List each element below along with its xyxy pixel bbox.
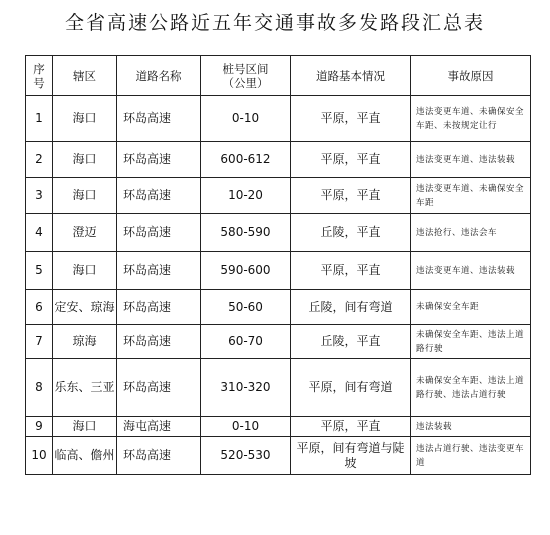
cell-cause: 未确保安全车距、违法上道路行驶 xyxy=(411,325,531,359)
cell-road-name: 环岛高速 xyxy=(117,142,201,178)
table-header-row xyxy=(26,56,531,96)
cell-stake-range: 0-10 xyxy=(201,96,291,142)
cell-road-name: 海屯高速 xyxy=(117,417,201,437)
cell-cause: 违法变更车道、违法装载 xyxy=(411,252,531,290)
cell-cause: 违法抢行、违法会车 xyxy=(411,214,531,252)
table-row xyxy=(26,437,531,475)
cell-seq: 1 xyxy=(26,96,53,142)
cell-road-condition: 丘陵，平直 xyxy=(291,214,411,252)
header-district: 辖区 xyxy=(53,56,117,96)
cell-stake-range: 580-590 xyxy=(201,214,291,252)
cell-road-condition: 平原，间有弯道与陡坡 xyxy=(291,437,411,475)
cell-cause: 未确保安全车距 xyxy=(411,290,531,325)
cell-cause: 违法变更车道、违法装载 xyxy=(411,142,531,178)
cell-road-name: 环岛高速 xyxy=(117,290,201,325)
header-road-condition: 道路基本情况 xyxy=(291,56,411,96)
cell-road-name: 环岛高速 xyxy=(117,178,201,214)
header-seq: 序号 xyxy=(26,56,53,96)
cell-cause: 违法占道行驶、违法变更车道 xyxy=(411,437,531,475)
cell-stake-range: 310-320 xyxy=(201,359,291,417)
cell-district: 海口 xyxy=(53,96,117,142)
header-stake-range: 桩号区间 （公里） xyxy=(201,56,291,96)
cell-district: 临高、儋州 xyxy=(53,437,117,475)
cell-road-condition: 平原，平直 xyxy=(291,142,411,178)
cell-cause: 违法装载 xyxy=(411,417,531,437)
page-title: 全省高速公路近五年交通事故多发路段汇总表 xyxy=(64,12,485,34)
cell-seq: 5 xyxy=(26,252,53,290)
cell-stake-range: 60-70 xyxy=(201,325,291,359)
cell-district: 海口 xyxy=(53,178,117,214)
cell-seq: 2 xyxy=(26,142,53,178)
cell-stake-range: 50-60 xyxy=(201,290,291,325)
table-row xyxy=(26,417,531,437)
cell-seq: 3 xyxy=(26,178,53,214)
table-row xyxy=(26,96,531,142)
cell-district: 乐东、三亚 xyxy=(53,359,117,417)
cell-cause: 违法变更车道、未确保安全车距、未按规定让行 xyxy=(411,96,531,142)
cell-cause: 未确保安全车距、违法上道路行驶、违法占道行驶 xyxy=(411,359,531,417)
cell-road-condition: 平原，间有弯道 xyxy=(291,359,411,417)
cell-road-condition: 丘陵，平直 xyxy=(291,325,411,359)
cell-road-condition: 平原，平直 xyxy=(291,96,411,142)
cell-road-condition: 平原，平直 xyxy=(291,417,411,437)
cell-road-name: 环岛高速 xyxy=(117,325,201,359)
cell-stake-range: 600-612 xyxy=(201,142,291,178)
cell-road-condition: 平原，平直 xyxy=(291,252,411,290)
cell-district: 海口 xyxy=(53,252,117,290)
table-row xyxy=(26,178,531,214)
table-row xyxy=(26,142,531,178)
table-row xyxy=(26,359,531,417)
cell-road-condition: 平原，平直 xyxy=(291,178,411,214)
cell-seq: 9 xyxy=(26,417,53,437)
table-row xyxy=(26,290,531,325)
cell-district: 澄迈 xyxy=(53,214,117,252)
cell-road-condition: 丘陵，间有弯道 xyxy=(291,290,411,325)
cell-seq: 7 xyxy=(26,325,53,359)
cell-district: 海口 xyxy=(53,142,117,178)
cell-road-name: 环岛高速 xyxy=(117,437,201,475)
header-cause: 事故原因 xyxy=(411,56,531,96)
cell-seq: 8 xyxy=(26,359,53,417)
table-row xyxy=(26,214,531,252)
cell-seq: 10 xyxy=(26,437,53,475)
cell-cause: 违法变更车道、未确保安全车距 xyxy=(411,178,531,214)
cell-district: 琼海 xyxy=(53,325,117,359)
cell-district: 定安、琼海 xyxy=(53,290,117,325)
cell-stake-range: 590-600 xyxy=(201,252,291,290)
table-row xyxy=(26,252,531,290)
header-road-name: 道路名称 xyxy=(117,56,201,96)
cell-seq: 4 xyxy=(26,214,53,252)
cell-district: 海口 xyxy=(53,417,117,437)
cell-stake-range: 520-530 xyxy=(201,437,291,475)
cell-road-name: 环岛高速 xyxy=(117,252,201,290)
cell-road-name: 环岛高速 xyxy=(117,214,201,252)
cell-road-name: 环岛高速 xyxy=(117,96,201,142)
accident-sections-table xyxy=(25,55,531,475)
table-row xyxy=(26,325,531,359)
cell-seq: 6 xyxy=(26,290,53,325)
cell-road-name: 环岛高速 xyxy=(117,359,201,417)
cell-stake-range: 10-20 xyxy=(201,178,291,214)
cell-stake-range: 0-10 xyxy=(201,417,291,437)
